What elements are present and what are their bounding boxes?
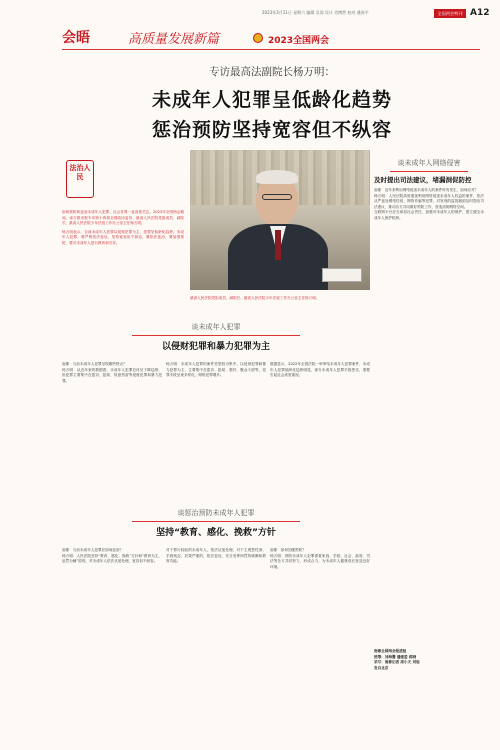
credits-box (374, 649, 484, 671)
section-2-header (62, 508, 370, 538)
photo-caption-text: 最高人民法院党组成员、副院长、最高人民法院少年法庭工作办公室主任杨万明。 (190, 296, 320, 300)
section-2-col-mid (166, 548, 266, 738)
section-2-right-text: 南都：如何加强预防？ 杨万明：预防未成年人犯罪需要家庭、学校、社会、政府、司法等各方共同努力，形成合力，为未成年人健康成长营造良好环境。 (270, 548, 370, 569)
headline-title-line2: 惩治预防坚持宽容但不纵容 (151, 119, 392, 141)
section-2-mid-text: 对于罪行较轻的未成年人，依法从宽处理；对于主观恶性深、手段残忍、后果严重的，依法惩处，充分发挥刑罚的威慑和教育功能。 (166, 548, 266, 564)
right-col-body: 南都：近年来利用网络侵害未成年人的案件时有发生，如何应对？ 杨万明：人民法院高度重视利用网络侵害未成年人权益的案件，依法从严惩处网络性侵、网络诈骗等犯罪，对发现的监管漏洞及时提出司法建议，推动各方共同做好预防工作，营造清朗网络空间。 互联网平台应当承担社会责任，加强对未成年人的保护，建立健全未成年人保护机制。 (374, 188, 484, 220)
section-2-col-right (270, 548, 370, 738)
masthead-top-line: 2023年3月11日 星期六 编辑 吴涛 设计 肖博然 校对 潘涛平 (262, 10, 369, 15)
portrait-hair (256, 170, 298, 184)
headline-kicker: 专访最高法副院长杨万明： (209, 66, 335, 78)
masthead (0, 0, 500, 52)
section-1-title: 以侵财犯罪和暴力犯罪为主 (161, 342, 270, 352)
right-col-rule (390, 171, 468, 172)
right-column (374, 158, 484, 738)
lead-tag-text: 法治人民 (69, 163, 91, 181)
section-1-mid-text: 杨万明：未成年人犯罪的案件类型较为集中，以侵财犯罪和暴力犯罪为主，主要集中在盗窃、抢劫、强奸、聚众斗殴等，犯罪手段呈现多样化，网络犯罪增多。 (166, 362, 266, 378)
section-1-col-left (62, 362, 162, 507)
section-1-col-right (270, 362, 370, 507)
nameplate (322, 268, 362, 282)
portrait-tie (275, 230, 281, 260)
section-2-col-left (62, 548, 162, 738)
lead-text (62, 210, 184, 330)
slogan: 高质量发展新篇 (128, 32, 220, 47)
credits-text: 南都全国两会报道组 统筹：刘海鹰 潘建爱 蒋晓 采写：南都记者 周小天 刘旭 发自北京 (374, 649, 420, 670)
lianghui-badge: 2023全国两会 (268, 36, 330, 46)
section-2-rule (132, 521, 300, 522)
page-number: A12 (470, 8, 490, 18)
section-1-header (62, 322, 370, 352)
masthead-rule (62, 49, 480, 50)
section-2-title: 坚持“教育、感化、挽救”方针 (156, 528, 276, 538)
portrait-photo (190, 150, 370, 290)
lead-tag (66, 160, 94, 198)
party-emblem-icon (253, 33, 263, 43)
right-col-kicker: 谈未成年人网络侵害 (397, 159, 461, 167)
column-name: 会晤 (62, 30, 90, 46)
section-1-left-text: 南都：当前未成年人犯罪呈现哪些特点？ 杨万明：从近年来的数据看，未成年人犯罪总体呈下降趋势，但犯罪主要集中在盗窃、抢劫、故意伤害等侵财犯罪和暴力犯罪。 (62, 362, 162, 383)
section-1-kicker: 谈未成年人犯罪 (191, 323, 241, 331)
section-1-right-text: 数据显示，2022年全国法院一审审结未成年人犯罪案件，未成年人犯罪低龄化趋势明显，部分未成年人犯罪手段恶劣，需要引起社会高度重视。 (270, 362, 370, 378)
photo-caption (190, 296, 370, 302)
right-col-title: 及时提出司法建议，堵漏洞促防控 (374, 176, 472, 184)
headline-block (62, 60, 482, 142)
section-1-col-mid (166, 362, 266, 507)
lead-paragraph-2: 杨万明表示，目前未成年人犯罪以侵财犯罪为主，犯罪呈低龄化趋势。未成年人犯罪，要严格依法惩处，坚持宽容但不纵容，要依法惩治，要加强预防，要对未成年人进行教育和引导。 (62, 229, 184, 245)
lead-paragraph-1: 如何预防和惩治未成年人犯罪，社会各界一直高度关注。2023年全国两会期间，南方都市报专访第十四届全国政协委员、最高人民法院党组成员、副院长、最高人民法院少年法庭工作办公室主任杨万明。 (62, 210, 184, 226)
section-2-left-text: 南都：当前未成年人犯罪应如何惩治？ 杨万明：人民法院坚持“教育、感化、挽救”方针和“教育为主、惩罚为辅”原则，对未成年人依法从宽处理，宽容但不纵容。 (62, 548, 162, 564)
section-2-kicker: 谈惩治预防未成年人犯罪 (177, 509, 255, 517)
masthead-logo-box: 全国两会特刊 (434, 9, 466, 18)
section-1-rule (132, 335, 300, 336)
portrait-glasses (262, 194, 292, 200)
headline-title-line1: 未成年人犯罪呈低龄化趋势 (151, 89, 392, 111)
